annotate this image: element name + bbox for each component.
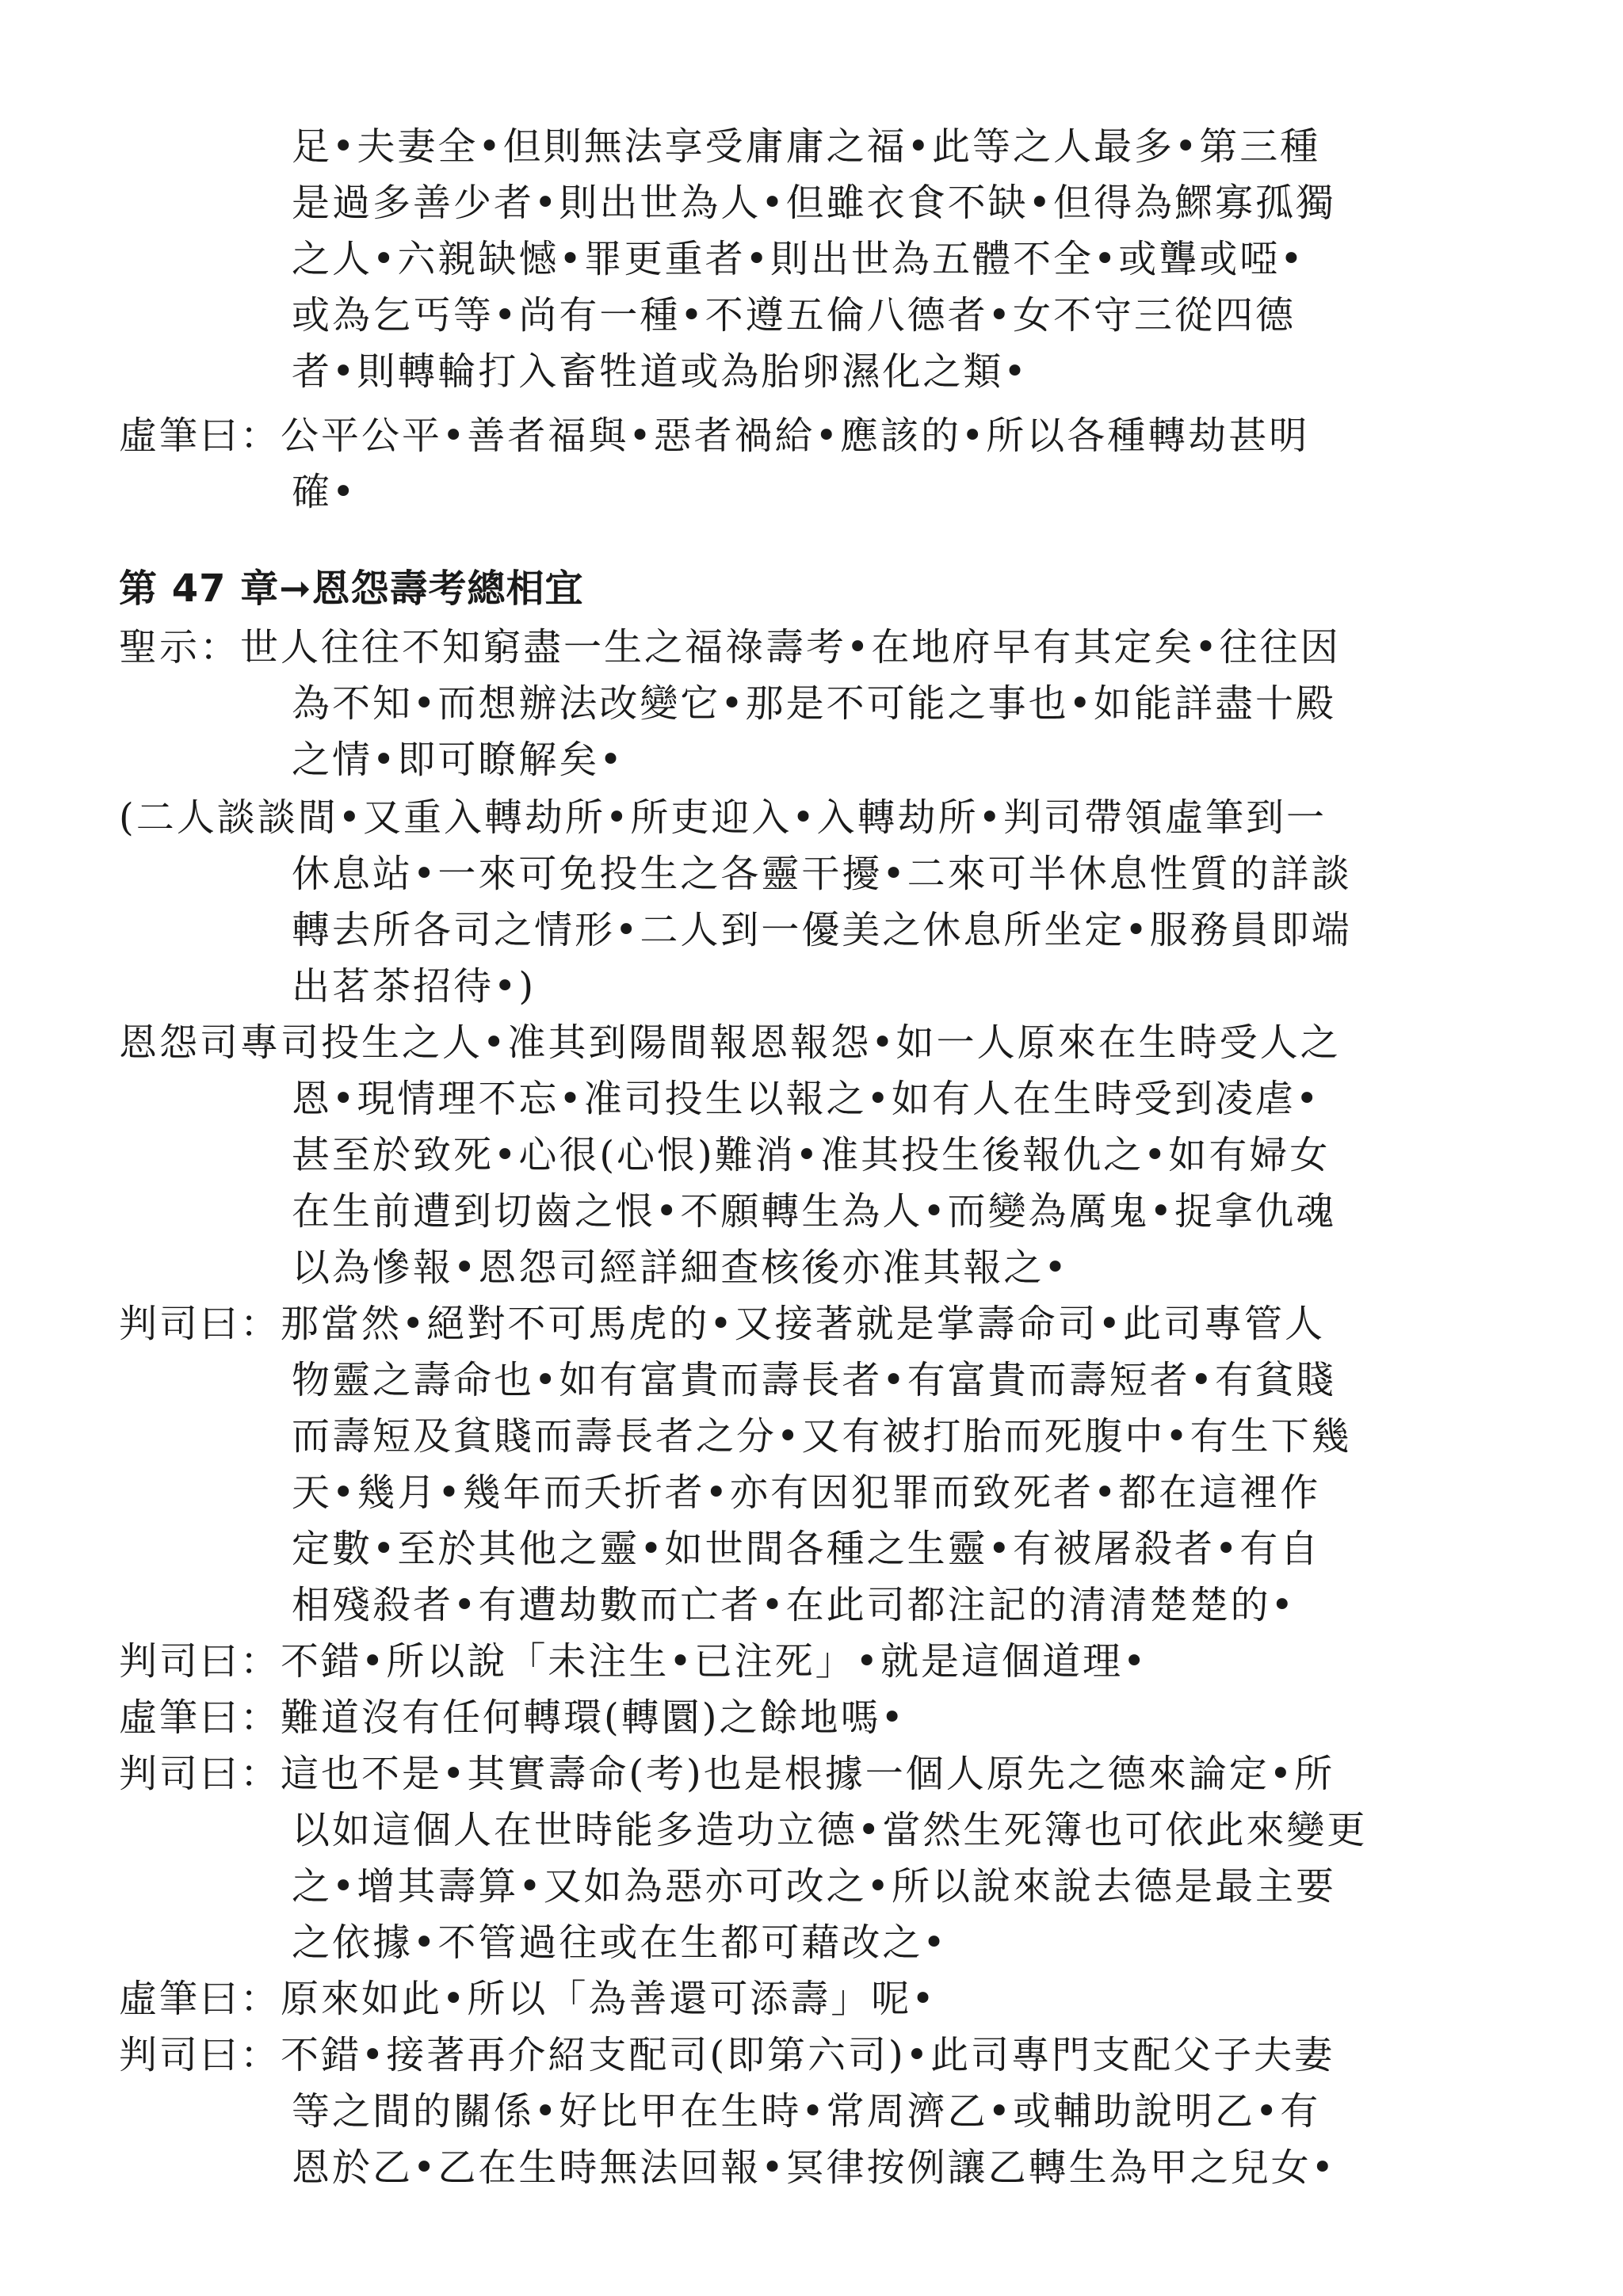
text-line: 足•夫妻全•但則無法享受庸庸之福•此等之人最多•第三種: [292, 124, 1321, 169]
dialogue-paragraph: [119, 620, 1490, 788]
text-line: 轉去所各司之情形•二人到一優美之休息所坐定•服務員即端: [292, 908, 1352, 952]
dialogue-paragraph: [119, 408, 1490, 521]
text-line: 等之間的關係•好比甲在生時•常周濟乙•或輔助說明乙•有: [292, 2089, 1321, 2134]
text-line: 出茗茶招待•): [292, 964, 537, 1009]
text-line: 之•增其壽算•又如為惡亦可改之•所以說來說去德是最主要: [292, 1864, 1336, 1909]
text-line: 而壽短及貧賤而壽長者之分•又有被打胎而死腹中•有生下幾: [292, 1414, 1352, 1459]
text-line: 者•則轉輪打入畜牲道或為胎卵濕化之類•: [292, 349, 1029, 394]
text-line: 休息站•一來可免投生之各靈干擾•二來可半休息性質的詳談: [292, 852, 1352, 896]
text-line: 判司曰：不錯•接著再介紹支配司(即第六司)•此司專門支配父子夫妻: [119, 2033, 1335, 2077]
chapter-heading-block: [119, 560, 1490, 617]
text-line: 之情•即可瞭解矣•: [292, 738, 624, 782]
text-line: 為不知•而想辦法改變它•那是不可能之事也•如能詳盡十殿: [292, 681, 1336, 726]
text-line: 虛筆曰：原來如此•所以「為善還可添壽」呢•: [119, 1977, 937, 2021]
text-line: 定數•至於其他之靈•如世間各種之生靈•有被屠殺者•有自: [292, 1527, 1321, 1571]
narration-paragraph: [119, 1015, 1490, 1296]
text-line: 天•幾月•幾年而夭折者•亦有因犯罪而致死者•都在這裡作: [292, 1470, 1321, 1515]
text-line: (二人談談間•又重入轉劫所•所吏迎入•入轉劫所•判司帶領虛筆到一: [119, 795, 1327, 840]
text-line: 確•: [292, 470, 357, 514]
dialogue-paragraph: [119, 1971, 1490, 2027]
text-line: 以為慘報•恩怨司經詳細查核後亦准其報之•: [292, 1245, 1069, 1290]
dialogue-paragraph: [119, 1746, 1490, 1971]
text-line: 判司曰：那當然•絕對不可馬虎的•又接著就是掌壽命司•此司專管人: [119, 1302, 1325, 1346]
text-line: 虛筆曰：公平公平•善者福與•惡者禍給•應該的•所以各種轉劫甚明: [119, 414, 1310, 458]
text-line: 以如這個人在世時能多造功立德•當然生死簿也可依此來變更: [292, 1808, 1368, 1852]
text-line: 恩•現情理不忘•准司投生以報之•如有人在生時受到凌虐•: [292, 1077, 1321, 1121]
text-line: 在生前遭到切齒之恨•不願轉生為人•而變為厲鬼•捉拿仇魂: [292, 1189, 1336, 1234]
text-line: 聖示：世人往往不知窮盡一生之福祿壽考•在地府早有其定矣•往往因: [119, 625, 1341, 669]
paragraph-continuation: [119, 119, 1490, 400]
text-line: 虛筆曰：難道沒有任何轉環(轉圜)之餘地嗎•: [119, 1695, 906, 1740]
text-line: 是過多善少者•則出世為人•但雖衣食不缺•但得為鰥寡孤獨: [292, 181, 1336, 225]
chapter-heading: 第 47 章➞恩怨壽考總相宜: [119, 566, 584, 611]
dialogue-paragraph: [119, 2027, 1490, 2196]
text-line: 判司曰：這也不是•其實壽命(考)也是根據一個人原先之德來論定•所: [119, 1752, 1335, 1796]
text-line: 恩怨司專司投生之人•准其到陽間報恩報怨•如一人原來在生時受人之: [119, 1020, 1341, 1065]
dialogue-paragraph: [119, 1634, 1490, 1746]
narration-paragraph: [119, 790, 1490, 1015]
text-line: 物靈之壽命也•如有富貴而壽長者•有富貴而壽短者•有貧賤: [292, 1358, 1336, 1402]
dialogue-paragraph: [119, 1296, 1490, 1634]
text-line: 甚至於致死•心很(心恨)難消•准其投生後報仇之•如有婦女: [292, 1133, 1331, 1177]
text-line: 相殘殺者•有遭劫數而亡者•在此司都注記的清清楚楚的•: [292, 1583, 1296, 1627]
text-line: 之依據•不管過往或在生都可藉改之•: [292, 1920, 948, 1965]
text-line: 之人•六親缺憾•罪更重者•則出世為五體不全•或聾或啞•: [292, 237, 1305, 281]
text-line: 判司曰：不錯•所以說「未注生•已注死」•就是這個道理•: [119, 1639, 1148, 1684]
text-line: 恩於乙•乙在生時無法回報•冥律按例讓乙轉生為甲之兒女•: [292, 2145, 1336, 2190]
text-line: 或為乞丐等•尚有一種•不遵五倫八德者•女不守三從四德: [292, 293, 1296, 338]
